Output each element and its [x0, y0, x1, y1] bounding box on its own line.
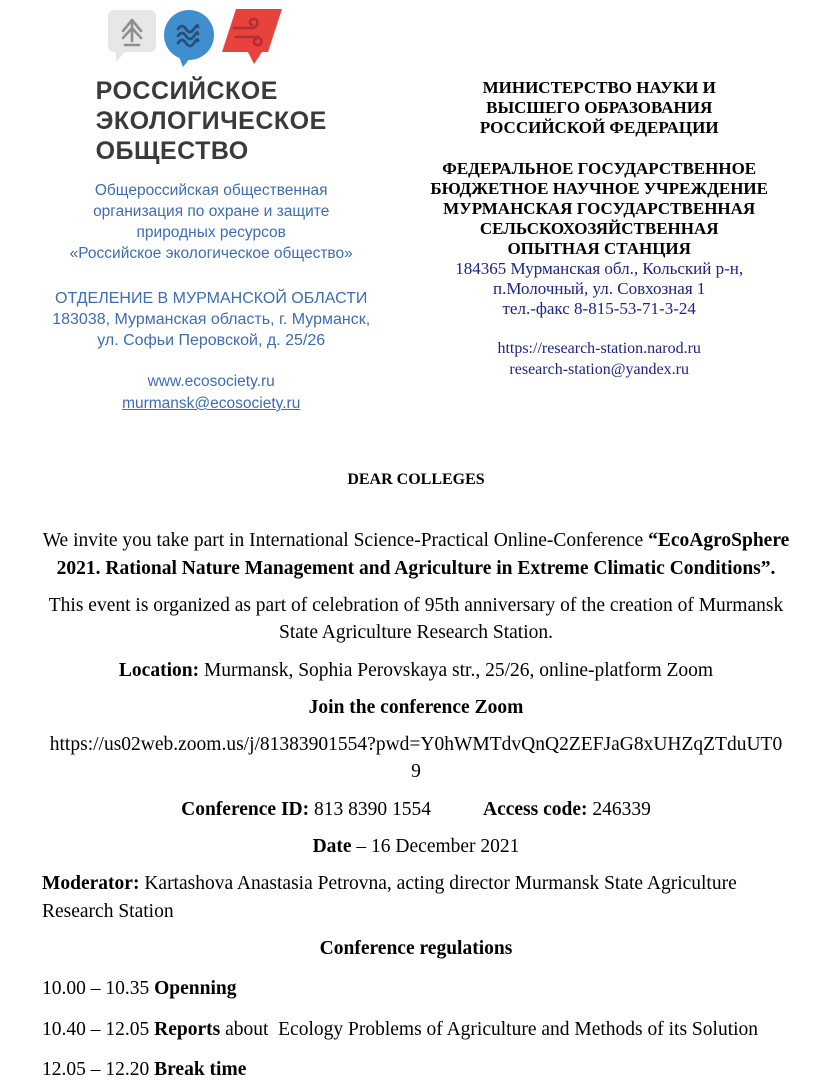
org-description-line: природных ресурсов — [136, 224, 286, 241]
station-phone: тел.-факс 8-815-53-71-3-24 — [502, 299, 696, 318]
station-address-line: п.Молочный, ул. Совхозная 1 — [492, 279, 706, 298]
location-label: Location: — [118, 659, 200, 681]
join-heading: Join the conference Zoom — [308, 696, 524, 718]
schedule-time: 12.05 – 12.20 — [42, 1058, 155, 1080]
left-contact-links — [30, 371, 392, 415]
conference-id-label: Conference ID: — [181, 798, 310, 820]
schedule-time: 10.00 – 10.35 — [42, 978, 155, 1000]
station-address-block — [392, 259, 806, 319]
schedule-detail: about Ecology Problems of Agriculture and Methods of its Solution — [220, 1018, 759, 1040]
date-label: Date — [312, 836, 352, 858]
ministry-line: МИНИСТЕРСТВО НАУКИ И — [482, 78, 716, 97]
station-website-link[interactable]: https://research-station.narod.ru — [497, 340, 701, 357]
right-org-column — [392, 78, 806, 415]
org-website-link[interactable]: www.ecosociety.ru — [147, 373, 275, 390]
left-org-column — [30, 8, 392, 415]
conference-title: “EcoAgroSphere 2021. Rational Nature Management and Agriculture in Extreme Climatic Conditions”. — [56, 530, 790, 579]
eco-society-logo — [96, 8, 327, 166]
schedule-title: Openning — [154, 978, 237, 1000]
institution-line: БЮДЖЕТНОЕ НАУЧНОЕ УЧРЕЖДЕНИЕ — [430, 179, 768, 198]
branch-address-block — [30, 288, 392, 351]
salutation: DEAR COLLEGES — [347, 471, 485, 488]
org-wordmark-line: ЭКОЛОГИЧЕСКОЕ — [95, 107, 327, 135]
org-description-line: организация по охране и защите — [93, 203, 330, 220]
institution-line: МУРМАНСКАЯ ГОСУДАРСТВЕННАЯ — [443, 199, 756, 218]
branch-title: ОТДЕЛЕНИЕ В МУРМАНСКОЙ ОБЛАСТИ — [55, 290, 368, 307]
letter-body — [0, 469, 832, 1082]
tree-bubble-icon — [106, 8, 158, 71]
org-wordmark — [96, 76, 327, 166]
branch-address-line: 183038, Мурманская область, г. Мурманск, — [52, 311, 371, 328]
schedule-row — [42, 975, 790, 1002]
date-line — [42, 833, 790, 860]
date-value: – 16 December 2021 — [351, 836, 520, 858]
water-bubble-icon — [160, 8, 218, 73]
logo-icons-row — [106, 8, 327, 68]
invitation-paragraph — [42, 527, 790, 582]
conference-id-value: 813 8390 1554 — [309, 798, 431, 820]
invitation-text: We invite you take part in International Science-Practical Online-Conference — [42, 530, 649, 552]
moderator-label: Moderator: — [42, 873, 140, 895]
schedule-title: Break time — [154, 1058, 247, 1080]
institution-line: СЕЛЬСКОХОЗЯЙСТВЕННАЯ — [479, 219, 719, 238]
schedule-time: 10.40 – 12.05 — [42, 1018, 155, 1040]
branch-address-line: ул. Софьи Перовской, д. 25/26 — [97, 332, 326, 349]
schedule-row — [42, 1056, 790, 1082]
credentials-line — [42, 796, 790, 823]
station-address-line: 184365 Мурманская обл., Кольский р-н, — [455, 259, 744, 278]
org-email-link[interactable]: murmansk@ecosociety.ru — [122, 395, 301, 412]
regulations-heading: Conference regulations — [319, 937, 513, 959]
event-paragraph: This event is organized as part of celebration of 95th anniversary of the creation of Murmansk State Agriculture Research Station. — [48, 594, 784, 644]
conference-id — [181, 799, 431, 820]
moderator-value: Kartashova Anastasia Petrovna, acting director Murmansk State Agriculture Research Station — [42, 873, 742, 922]
org-description-line: Общероссийская общественная — [94, 182, 328, 199]
org-wordmark-line: РОССИЙСКОЕ — [95, 77, 278, 105]
letterhead — [0, 0, 832, 415]
location-line — [42, 657, 790, 684]
institution-line: ФЕДЕРАЛЬНОЕ ГОСУДАРСТВЕННОЕ — [442, 159, 757, 178]
location-value: Murmansk, Sophia Perovskaya str., 25/26, online-platform Zoom — [199, 659, 714, 681]
station-email-link[interactable]: research-station@yandex.ru — [509, 361, 689, 378]
ministry-line: ВЫСШЕГО ОБРАЗОВАНИЯ — [486, 98, 713, 117]
moderator-line — [42, 870, 790, 925]
access-code-value: 246339 — [587, 798, 651, 820]
institution-name — [392, 159, 806, 259]
right-contact-links — [392, 338, 806, 380]
schedule-title: Reports — [154, 1018, 221, 1040]
access-code-label: Access code: — [482, 798, 588, 820]
zoom-meeting-link[interactable]: https://us02web.zoom.us/j/81383901554?pwd=Y0hWMTdvQnQ2ZEFJaG8xUHZqZTduUT09 — [49, 734, 783, 783]
ministry-name — [392, 78, 806, 138]
wind-bubble-icon — [220, 8, 284, 71]
schedule-row — [42, 1016, 790, 1043]
access-code — [483, 799, 651, 820]
ministry-line: РОССИЙСКОЙ ФЕДЕРАЦИИ — [479, 118, 719, 137]
org-description-line: «Российское экологическое общество» — [69, 245, 353, 262]
org-description — [30, 180, 392, 264]
institution-line: ОПЫТНАЯ СТАНЦИЯ — [507, 239, 691, 258]
org-wordmark-line: ОБЩЕСТВО — [95, 137, 249, 165]
